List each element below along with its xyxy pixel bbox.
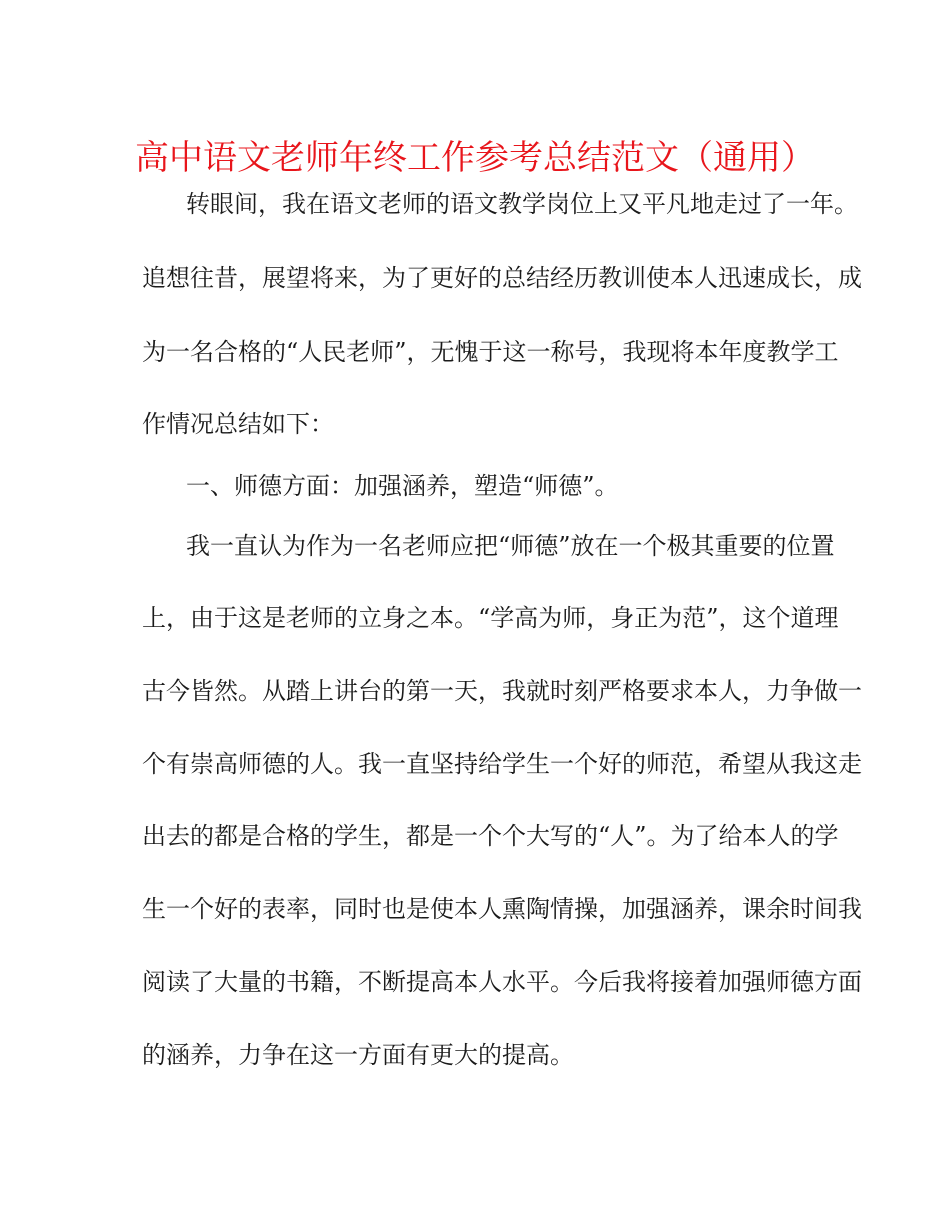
document-title: 高中语文老师年终工作参考总结范文（通用） [135, 138, 815, 178]
text-line: 作情况总结如下： [142, 410, 334, 438]
text-line: 追想往昔，展望将来，为了更好的总结经历教训使本人迅速成长，成 [142, 264, 862, 292]
text-line: 古今皆然。从踏上讲台的第一天，我就时刻严格要求本人，力争做一 [142, 677, 862, 705]
text-line: 转眼间，我在语文老师的语文教学岗位上又平凡地走过了一年。 [186, 190, 858, 218]
text-line: 为一名合格的“人民老师”，无愧于这一称号，我现将本年度教学工 [142, 338, 839, 366]
text-line: 生一个好的表率，同时也是使本人熏陶情操，加强涵养，课余时间我 [142, 895, 862, 923]
text-line: 的涵养，力争在这一方面有更大的提高。 [142, 1041, 574, 1069]
text-line: 个有崇高师德的人。我一直坚持给学生一个好的师范，希望从我这走 [142, 750, 862, 778]
text-line: 我一直认为作为一名老师应把“师德”放在一个极其重要的位置 [186, 532, 835, 560]
text-line: 阅读了大量的书籍，不断提高本人水平。今后我将接着加强师德方面 [142, 968, 862, 996]
text-line: 出去的都是合格的学生，都是一个个大写的“人”。为了给本人的学 [142, 822, 839, 850]
text-line: 上，由于这是老师的立身之本。“学高为师，身正为范”，这个道理 [142, 604, 839, 632]
section-heading: 一、师德方面：加强涵养，塑造“师德”。 [186, 472, 619, 500]
